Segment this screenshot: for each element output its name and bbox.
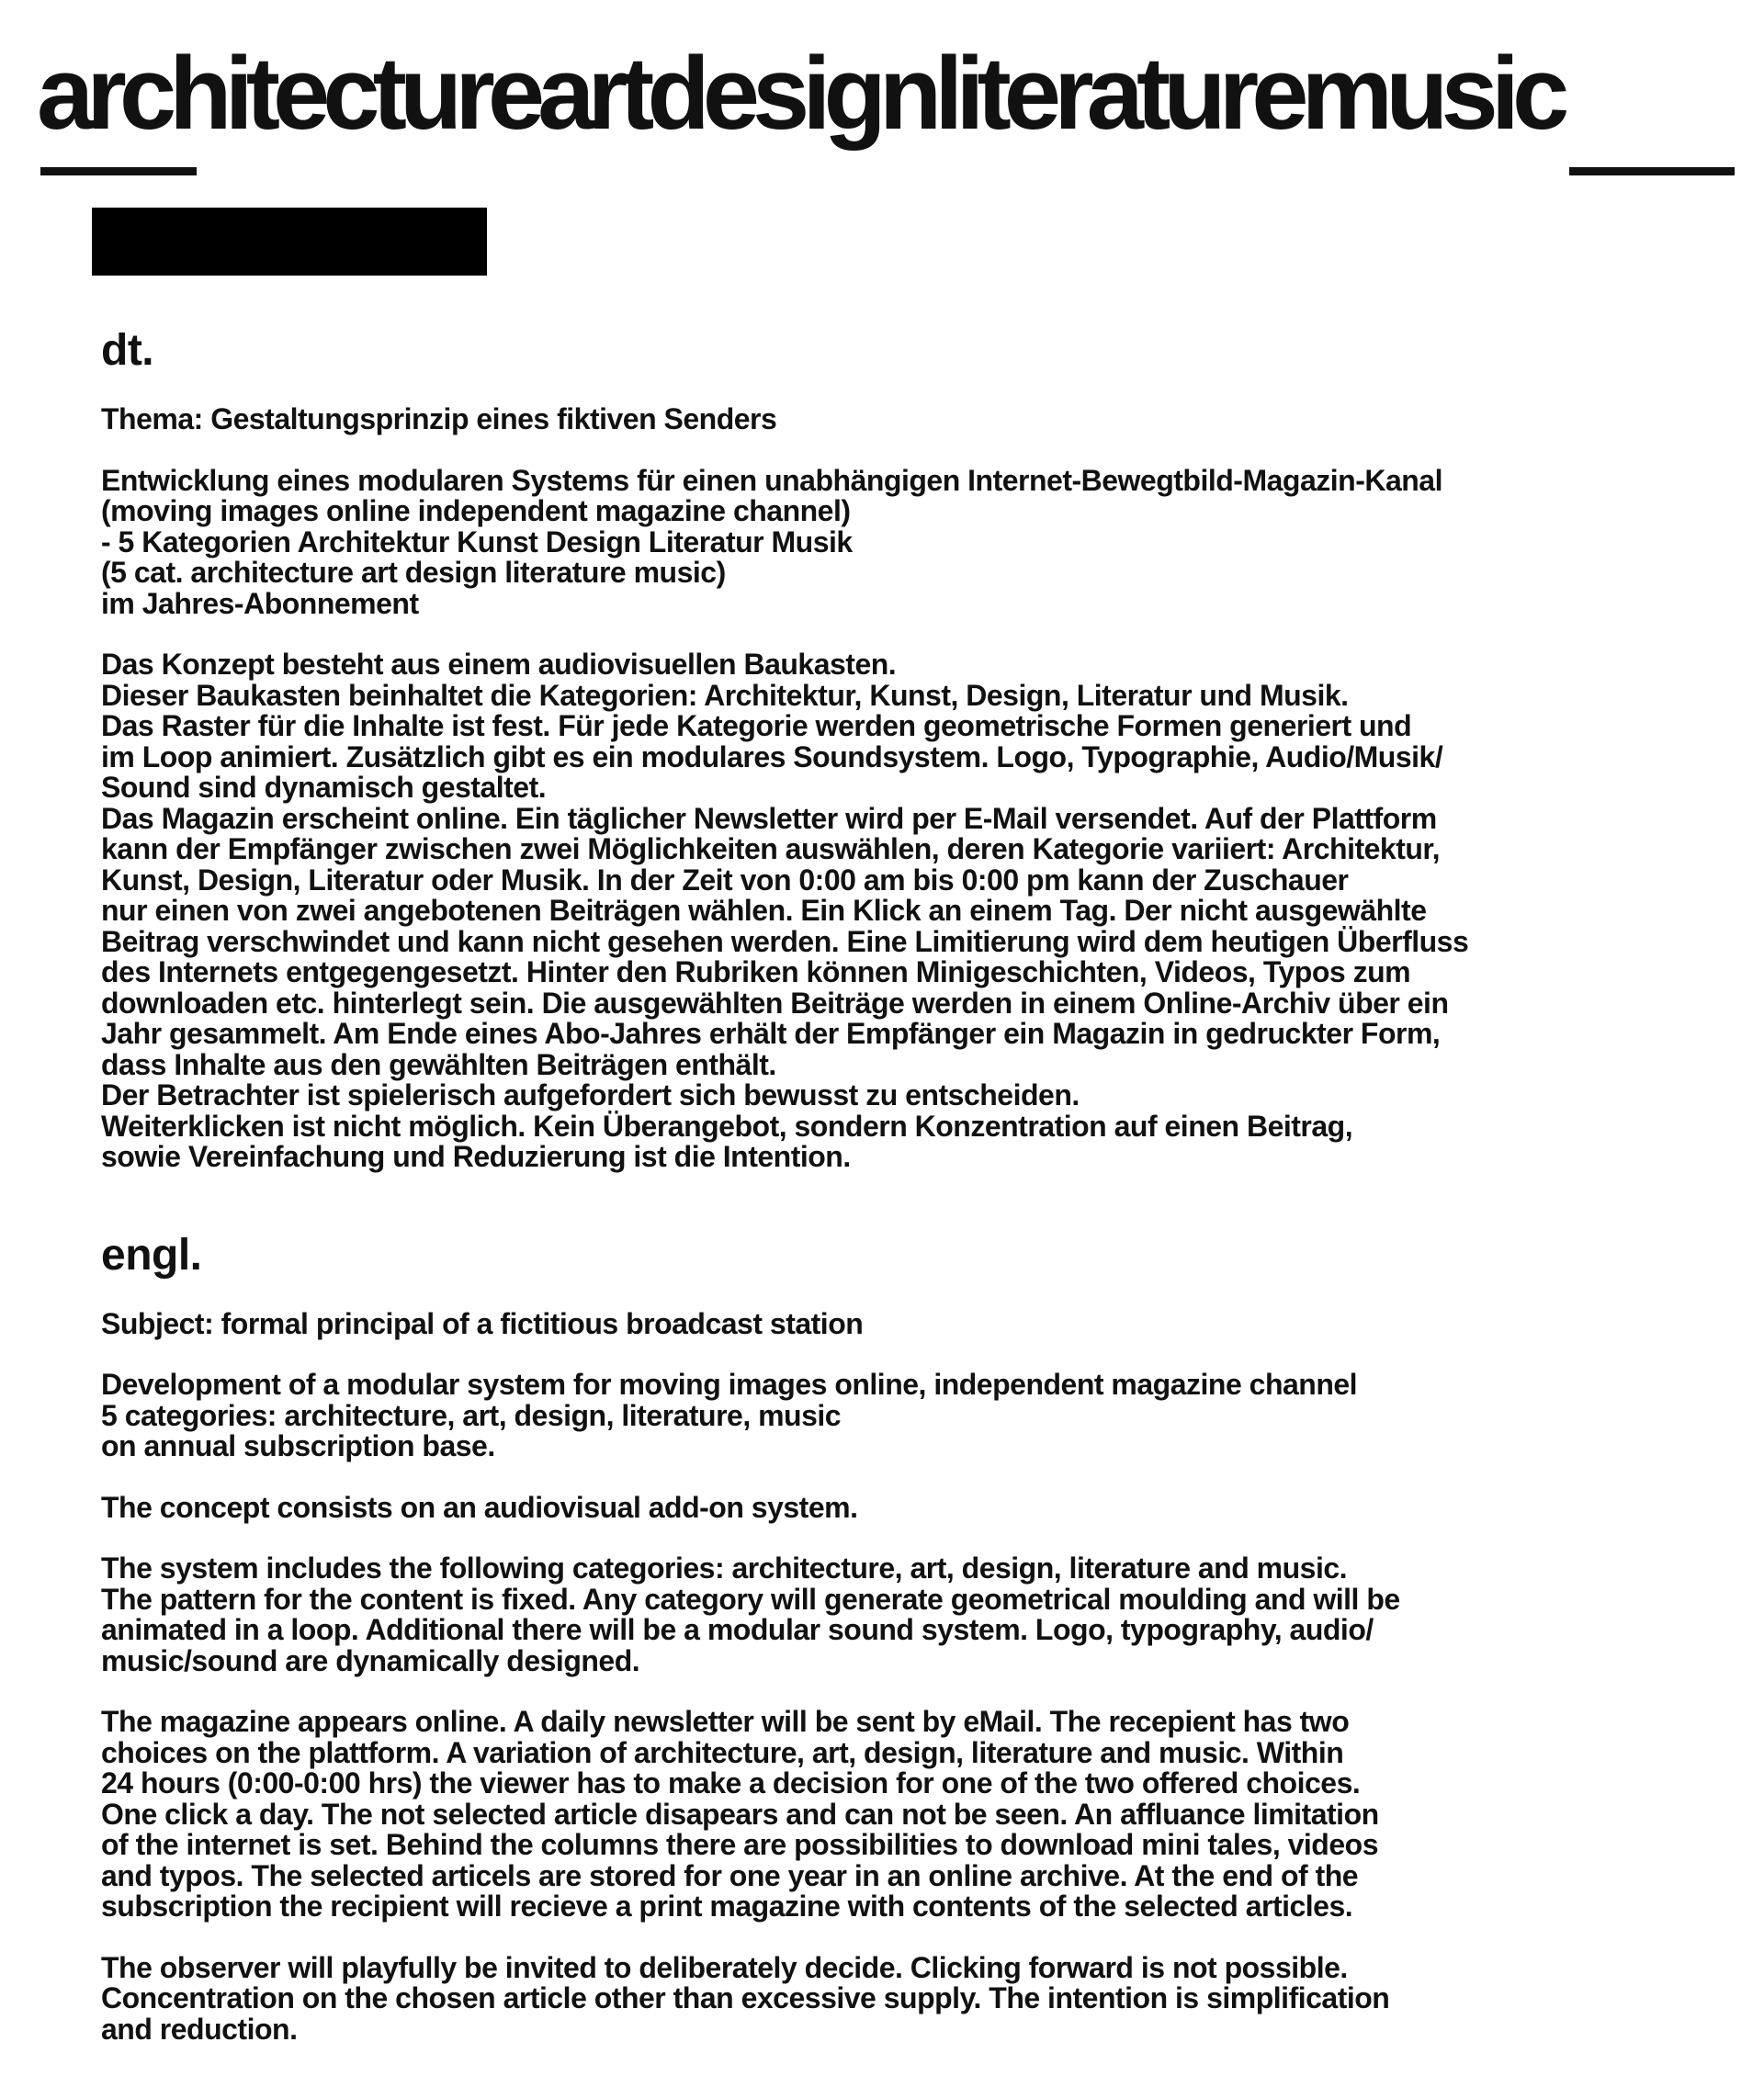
english-subject: Subject: formal principal of a fictitious broadcast station [101, 1306, 864, 1340]
english-observer: The observer will playfully be invited to deliberately decide. Clicking forward is not possible. Concentration on the chosen article other than excessive supply. The intention is simplification and reduction. [101, 1950, 1390, 2046]
english-system: The system includes the following categories: architecture, art, design, literature and music. The pattern for the content is fixed. Any category will generate geometrical moulding and will be animated in a loop. Additional there will be a modular sound system. Logo, typography, audio/ music/sound are dynamically designed. [101, 1551, 1400, 1677]
german-subject: Thema: Gestaltungsprinzip eines fiktiven Senders [101, 402, 777, 435]
redaction-bar [92, 208, 487, 276]
german-intro: Entwicklung eines modularen Systems für einen unabhängigen Internet-Bewegtbild-Magazin-Kanal (moving images online independent magazine channel) - 5 Kategorien Architektur Kunst Design Literatur Musik (5 cat. architecture art design literature music) im Jahres-Abonnement [101, 463, 1442, 620]
masthead-underline-right [1569, 167, 1735, 175]
german-heading: dt. [101, 326, 154, 375]
english-concept: The concept consists on an audiovisual add-on system. [101, 1490, 858, 1524]
english-intro: Development of a modular system for moving images online, independent magazine channel 5 categories: architecture, art, design, literature, music on annual subscription base. [101, 1368, 1358, 1462]
masthead [37, 36, 1729, 151]
english-heading: engl. [101, 1230, 202, 1280]
english-section [101, 1226, 1700, 2046]
german-body: Das Konzept besteht aus einem audiovisuellen Baukasten. Dieser Baukasten beinhaltet die Kategorien: Architektur, Kunst, Design, Literatur und Musik. Das Raster für die Inhalte ist fest. Für jede Kategorie werden geometrische Formen generiert und im Loop animiert. Zusätzlich gibt es ein modulares Soundsystem. Logo, Typographie, Audio/Musik/ Sound sind dynamisch gestaltet. Das Magazin erscheint online. Ein täglicher Newsletter wird per E-Mail versendet. Auf der Plattform kann der Empfänger zwischen zwei Möglichkeiten auswählen, deren Kategorie variiert: Architektur, Kunst, Design, Literatur oder Musik. In der Zeit von 0:00 am bis 0:00 pm kann der Zuschauer nur einen von zwei angebotenen Beiträgen wählen. Ein Klick an einem Tag. Der nicht ausgewählte Beitrag verschwindet und kann nicht gesehen werden. Eine Limitierung wird dem heutigen Überfluss des Internets entgegengesetzt. Hinter den Rubriken können Minigeschichten, Videos, Typos zum downloaden etc. hinterlegt sein. Die ausgewählten Beiträge werden in einem Online-Archiv über ein Jahr gesammelt. Am Ende eines Abo-Jahres erhält der Empfänger ein Magazin in gedruckter Form, dass Inhalte aus den gewählten Beiträgen enthält. Der Betrachter ist spielerisch aufgefordert sich bewusst zu entscheiden. Weiterklicken ist nicht möglich. Kein Überangebot, sondern Konzentration auf einen Beitrag, sowie Vereinfachung und Reduzierung ist die Intention. [101, 648, 1469, 1173]
masthead-title: architectureartdesignliteraturemusic [37, 36, 1563, 151]
masthead-underline-left [40, 167, 197, 175]
german-section [101, 322, 1700, 1173]
document-body [101, 322, 1700, 2045]
english-magazine: The magazine appears online. A daily newsletter will be sent by eMail. The recepient has two choices on the plattform. A variation of architecture, art, design, literature and music. Within 24 hours (0:00-0:00 hrs) the viewer has to make a decision for one of the two offered choices. One click a day. The not selected article disapears and can not be seen. An affluance limitation of the internet is set. Behind the columns there are possibilities to download mini tales, videos and typos. The selected articels are stored for one year in an online archive. At the end of the subscription the recipient will recieve a print magazine with contents of the selected articles. [101, 1705, 1379, 1923]
